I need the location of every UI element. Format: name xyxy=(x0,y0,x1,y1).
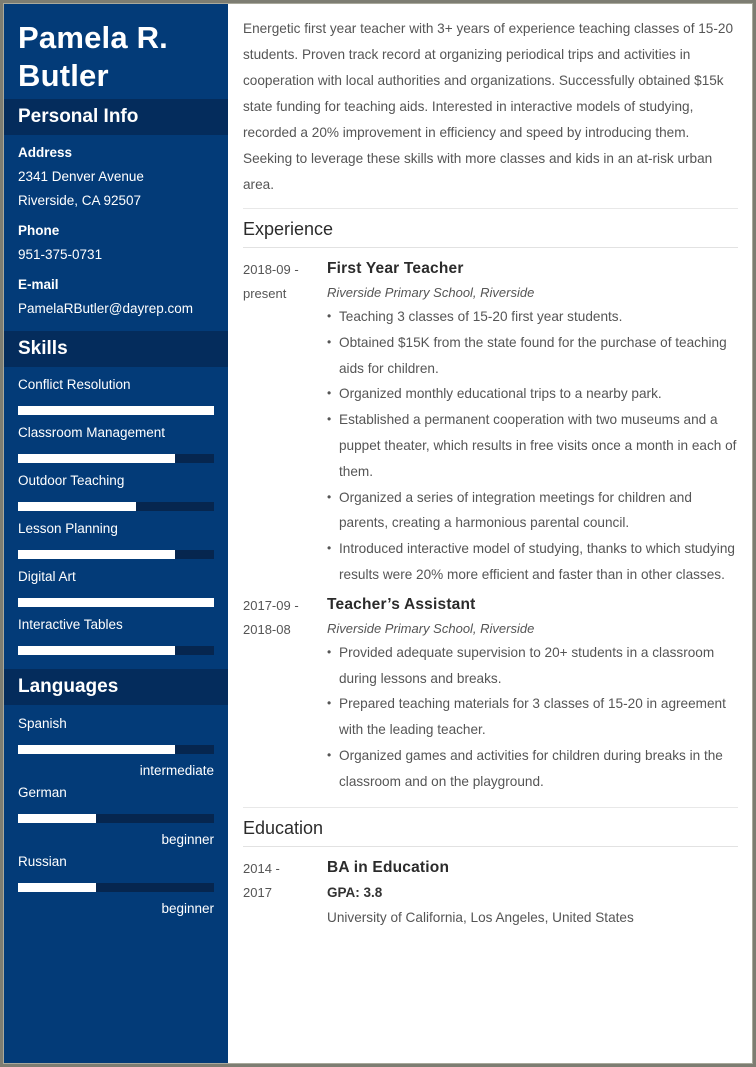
skill-bar xyxy=(18,550,214,559)
bullet-item: • Organized games and activities for children during breaks in the classroom and on the playground. xyxy=(327,743,738,795)
skill-item xyxy=(18,473,214,511)
language-bar xyxy=(18,745,214,754)
skill-label: Outdoor Teaching xyxy=(18,473,125,488)
date-end: 2018-08 xyxy=(243,621,291,637)
email-block xyxy=(18,277,214,317)
language-bar xyxy=(18,883,214,892)
school-name: University of California, Los Angeles, United States xyxy=(327,909,634,925)
job-title: Teacher’s Assistant xyxy=(327,595,476,613)
email-label: E-mail xyxy=(18,277,59,292)
bullet-item: • Introduced interactive model of studying, thanks to which studying results were 20% more efficient and faster than in other classes. xyxy=(327,536,738,588)
language-bar xyxy=(18,814,214,823)
job-organization: Riverside Primary School, Riverside xyxy=(327,620,535,636)
skill-bar-fill xyxy=(18,646,175,655)
name-line-2: Butler xyxy=(18,58,109,93)
language-item xyxy=(18,716,214,779)
skill-bar xyxy=(18,454,214,463)
section-divider xyxy=(243,208,738,209)
entry-date xyxy=(243,857,327,929)
job-bullets xyxy=(327,304,738,588)
entry-body xyxy=(327,594,738,795)
bullet-item: • Teaching 3 classes of 15-20 first year students. xyxy=(327,304,738,330)
experience-heading: Experience xyxy=(243,217,738,248)
date-end: present xyxy=(243,286,287,301)
languages-heading: Languages xyxy=(4,669,228,705)
address-label: Address xyxy=(18,145,73,160)
languages-section xyxy=(4,705,228,917)
skill-bar xyxy=(18,406,214,415)
education-entry xyxy=(243,857,738,929)
bullet-item: • Organized a series of integration meetings for children and parents, creating a harmonious parental council. xyxy=(327,485,738,537)
bullet-item: • Prepared teaching materials for 3 classes of 15-20 in agreement with the leading teacher. xyxy=(327,691,738,743)
date-start: 2018-09 - xyxy=(243,262,299,277)
phone-label: Phone xyxy=(18,223,60,238)
name-line-1: Pamela R. xyxy=(18,20,168,55)
experience-entry xyxy=(243,594,738,795)
bullet-item: • Organized monthly educational trips to a nearby park. xyxy=(327,381,738,407)
phone-block xyxy=(18,223,214,263)
skill-label: Conflict Resolution xyxy=(18,377,131,392)
language-label: Spanish xyxy=(18,716,67,731)
language-label: Russian xyxy=(18,854,67,869)
skills-heading: Skills xyxy=(4,331,228,367)
skill-item xyxy=(18,521,214,559)
entry-body xyxy=(327,857,738,929)
address-line-1: 2341 Denver Avenue xyxy=(18,169,144,184)
profile-summary: Energetic first year teacher with 3+ years of experience teaching classes of 15-20 students. Proven track record at organizing periodical trips and activities in cooperation with local authorities and organizations. Successfully obtained $15k state funding for teaching aids. Interested in interactive models of studying, recorded a 20% improvement in efficiency and speed by introducing them. Seeking to leverage these skills with more classes and kids in an at-risk urban area. xyxy=(243,21,734,192)
job-bullets xyxy=(327,640,738,795)
address-block xyxy=(18,145,214,209)
skill-item xyxy=(18,569,214,607)
education-heading: Education xyxy=(243,816,738,847)
skill-bar-fill xyxy=(18,454,175,463)
sidebar xyxy=(4,4,228,1063)
skill-label: Classroom Management xyxy=(18,425,166,440)
skill-item xyxy=(18,425,214,463)
language-level: beginner xyxy=(161,901,214,916)
date-start: 2014 - xyxy=(243,860,280,876)
language-bar-fill xyxy=(18,883,96,892)
date-start: 2017-09 - xyxy=(243,597,299,613)
personal-info-section xyxy=(4,135,228,317)
address-line-2: Riverside, CA 92507 xyxy=(18,193,142,208)
skill-bar-fill xyxy=(18,550,175,559)
skill-label: Interactive Tables xyxy=(18,617,123,632)
resume-page xyxy=(3,3,753,1064)
personal-info-heading: Personal Info xyxy=(4,99,228,135)
section-divider xyxy=(243,807,738,808)
experience-entry xyxy=(243,258,738,588)
main-content xyxy=(228,4,752,1063)
entry-body xyxy=(327,258,738,588)
skill-bar-fill xyxy=(18,502,136,511)
skill-label: Digital Art xyxy=(18,569,76,584)
job-title: First Year Teacher xyxy=(327,260,464,277)
phone-value: 951-375-0731 xyxy=(18,247,103,262)
date-end: 2017 xyxy=(243,884,272,900)
skill-bar-fill xyxy=(18,598,214,607)
bullet-item: • Obtained $15K from the state found for the purchase of teaching aids for children. xyxy=(327,330,738,382)
skill-label: Lesson Planning xyxy=(18,521,118,536)
job-organization: Riverside Primary School, Riverside xyxy=(327,285,535,300)
bullet-item: • Established a permanent cooperation with two museums and a puppet theater, which results in free visits once a month in each of them. xyxy=(327,407,738,484)
language-item xyxy=(18,854,214,917)
skills-section xyxy=(4,367,228,669)
language-level: intermediate xyxy=(139,763,214,778)
skill-bar xyxy=(18,502,214,511)
gpa: GPA: 3.8 xyxy=(327,884,383,900)
language-level: beginner xyxy=(161,832,214,847)
email-value: PamelaRButler@dayrep.com xyxy=(18,301,194,316)
skill-bar xyxy=(18,646,214,655)
skill-bar xyxy=(18,598,214,607)
degree-title: BA in Education xyxy=(327,858,450,876)
language-bar-fill xyxy=(18,745,175,754)
bullet-item: • Provided adequate supervision to 20+ students in a classroom during lessons and breaks. xyxy=(327,640,738,692)
language-bar-fill xyxy=(18,814,96,823)
skill-item xyxy=(18,377,214,415)
candidate-name xyxy=(4,4,228,99)
language-label: German xyxy=(18,785,67,800)
language-item xyxy=(18,785,214,848)
entry-date xyxy=(243,594,327,795)
entry-date xyxy=(243,258,327,588)
skill-bar-fill xyxy=(18,406,214,415)
skill-item xyxy=(18,617,214,655)
